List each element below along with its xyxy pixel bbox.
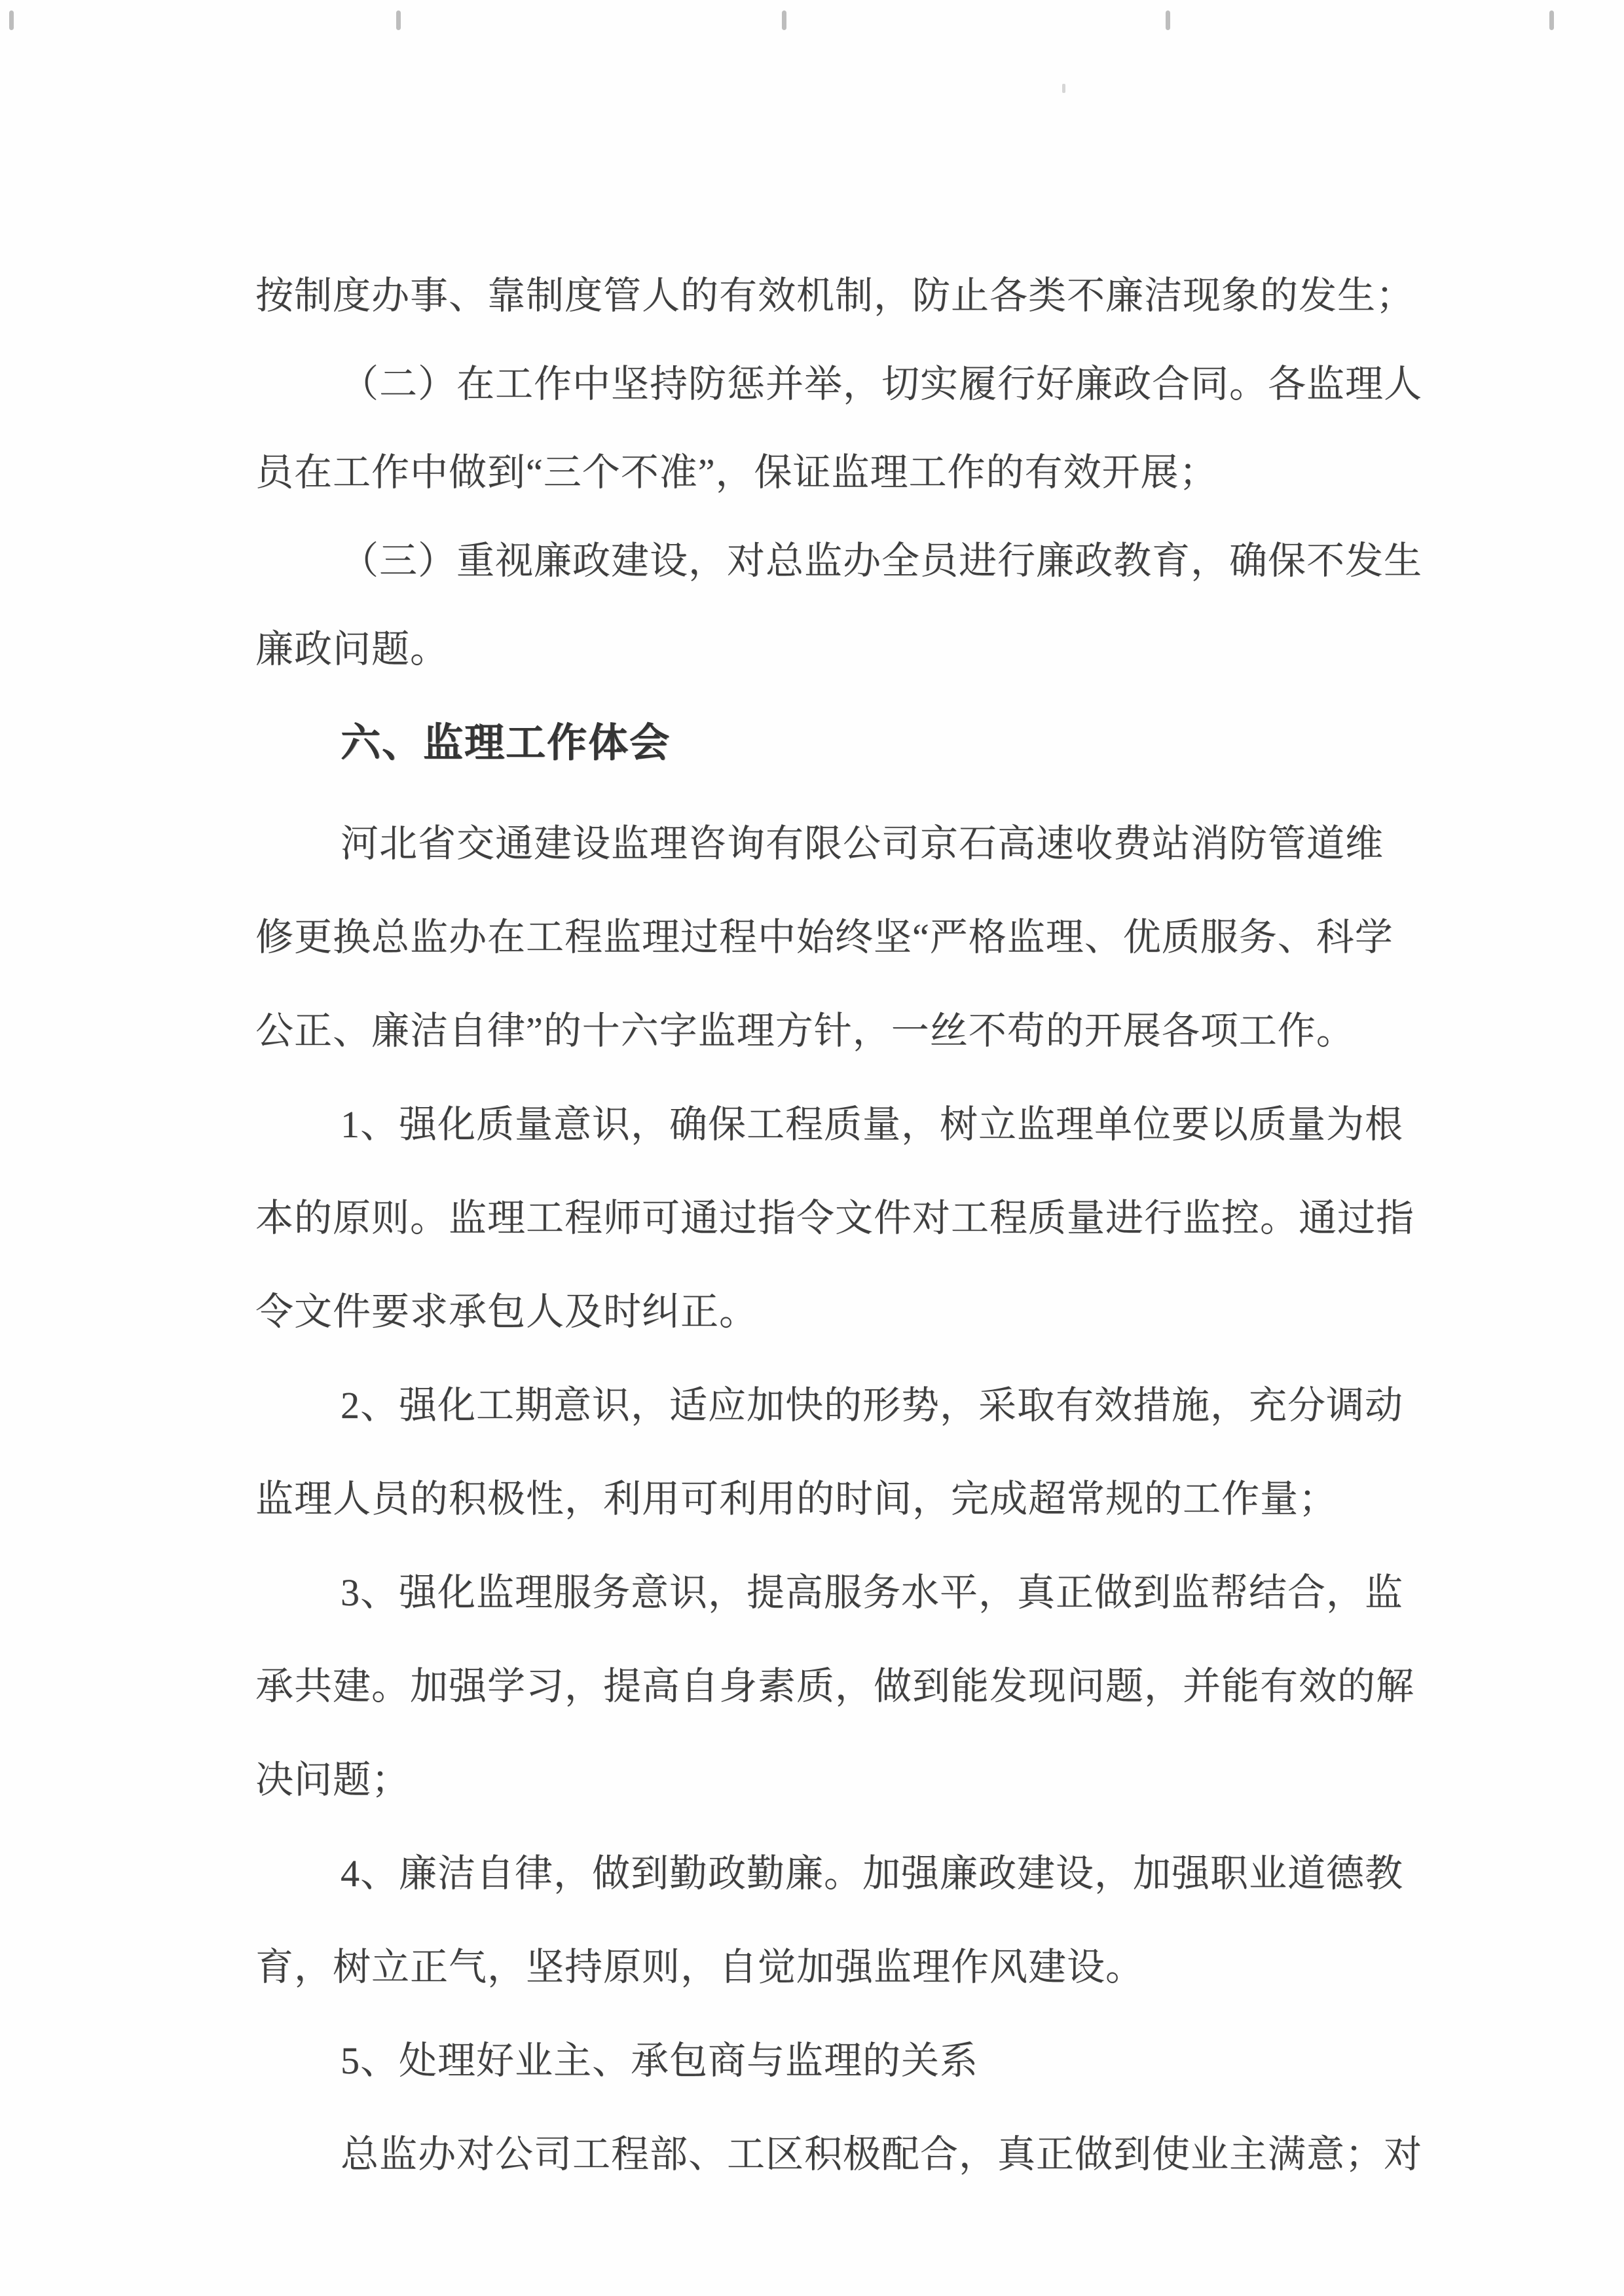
document-line: 承共建。加强学习，提高自身素质，做到能发现问题，并能有效的解 xyxy=(255,1665,1415,1707)
section-heading: 六、监理工作体会 xyxy=(341,721,671,765)
document-line: 2、强化工期意识，适应加快的形势，采取有效措施，充分调动 xyxy=(341,1384,1404,1427)
document-line: 廉政问题。 xyxy=(255,628,449,670)
document-line: 5、处理好业主、承包商与监理的关系 xyxy=(341,2039,979,2082)
scan-artifact-tick xyxy=(9,10,14,30)
document-line: 按制度办事、靠制度管人的有效机制，防止各类不廉洁现象的发生； xyxy=(255,274,1415,317)
document-line: （二）在工作中坚持防惩并举，切实履行好廉政合同。各监理人 xyxy=(341,363,1423,405)
document-line: 育，树立正气，坚持原则，自觉加强监理作风建设。 xyxy=(255,1946,1145,1988)
scan-artifact-tick xyxy=(782,10,786,30)
scan-artifact-tick xyxy=(1549,10,1554,30)
scan-artifact-tick xyxy=(396,10,401,30)
document-line: 总监办对公司工程部、工区积极配合，真正做到使业主满意；对 xyxy=(341,2133,1423,2176)
document-line: 3、强化监理服务意识，提高服务水平，真正做到监帮结合，监 xyxy=(341,1571,1404,1614)
document-line: 修更换总监办在工程监理过程中始终坚“严格监理、优质服务、科学 xyxy=(255,916,1393,958)
document-line: 公正、廉洁自律”的十六字监理方针，一丝不苟的开展各项工作。 xyxy=(255,1010,1355,1052)
document-line: 员在工作中做到“三个不准”，保证监理工作的有效开展； xyxy=(255,451,1218,494)
document-line: 4、廉洁自律，做到勤政勤廉。加强廉政建设，加强职业道德教 xyxy=(341,1852,1404,1895)
scan-artifact-speck xyxy=(1062,84,1065,93)
document-line: 决问题； xyxy=(255,1758,411,1801)
document-line: （三）重视廉政建设，对总监办全员进行廉政教育，确保不发生 xyxy=(341,539,1423,582)
document-line: 本的原则。监理工程师可通过指令文件对工程质量进行监控。通过指 xyxy=(255,1197,1415,1239)
document-line: 1、强化质量意识，确保工程质量，树立监理单位要以质量为根 xyxy=(341,1103,1404,1146)
document-line: 河北省交通建设监理咨询有限公司京石高速收费站消防管道维 xyxy=(341,822,1384,865)
document-line: 令文件要求承包人及时纠正。 xyxy=(255,1290,758,1333)
document-line: 监理人员的积极性，利用可利用的时间，完成超常规的工作量； xyxy=(255,1478,1338,1520)
scan-artifact-tick xyxy=(1166,10,1170,30)
